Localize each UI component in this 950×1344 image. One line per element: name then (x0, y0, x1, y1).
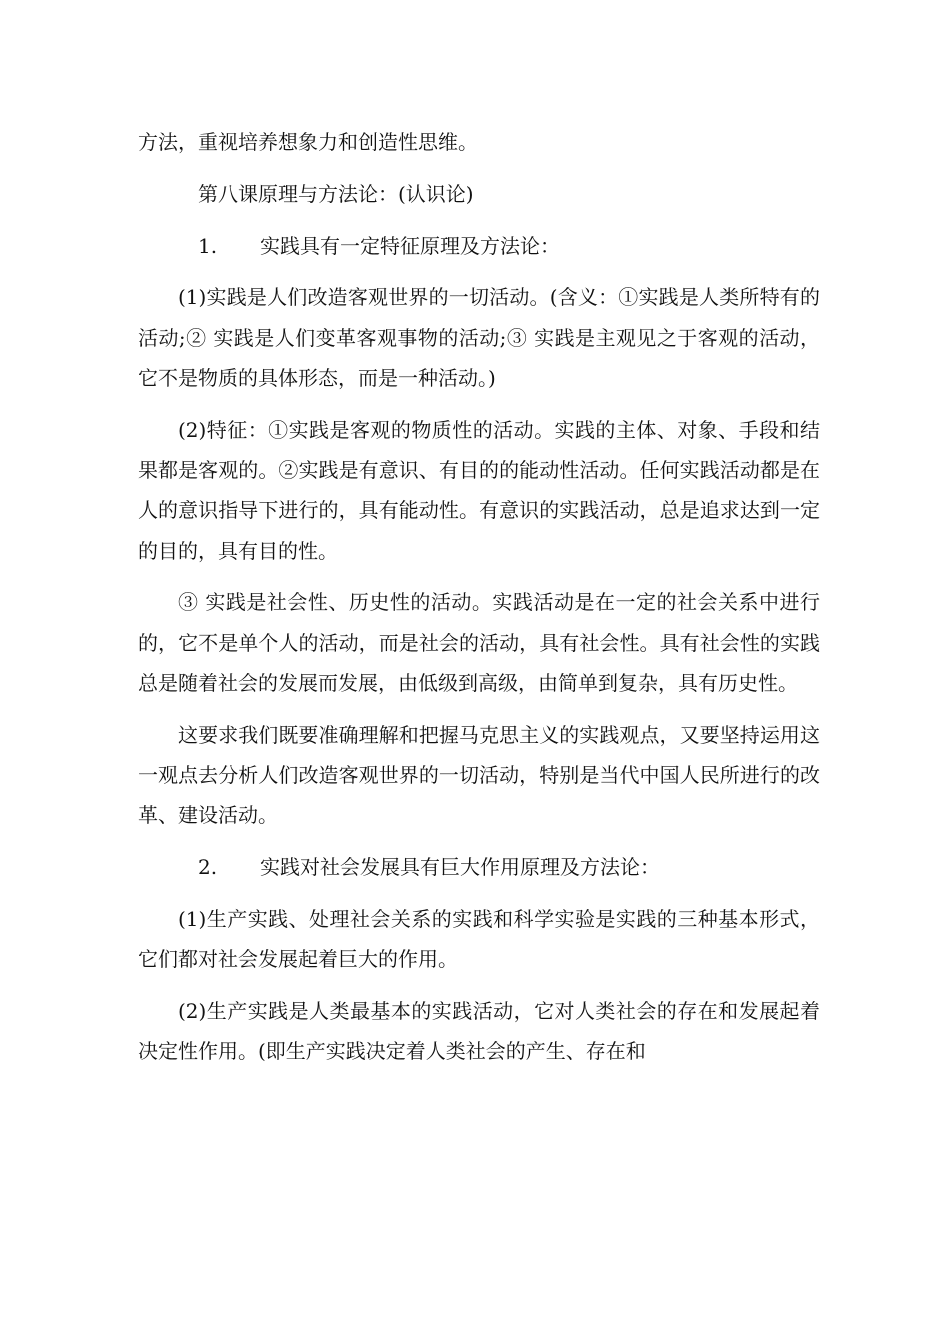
paragraph-methodology: 这要求我们既要准确理解和把握马克思主义的实践观点，又要坚持运用这一观点去分析人们改造客观世界的一切活动，特别是当代中国人民所进行的改革、建设活动。 (138, 722, 820, 828)
heading-text: 实践对社会发展具有巨大作用原理及方法论： (260, 855, 660, 880)
paragraph-practice-definition: (1)实践是人们改造客观世界的一切活动。(含义：①实践是人类所特有的活动;② 实践是人们变革客观事物的活动;③ 实践是主观见之于客观的活动，它不是物质的具体形态，而是一种活动。) (138, 285, 820, 390)
paragraph-social-historical: ③ 实践是社会性、历史性的活动。实践活动是在一定的社会关系中进行的，它不是单个人的活动，而是社会的活动，具有社会性。具有社会性的实践总是随着社会的发展而发展，由低级到高级，由简单到复杂，具有历史性。 (138, 590, 820, 696)
numbered-heading-1 (138, 226, 820, 266)
heading-text: 实践具有一定特征原理及方法论： (260, 233, 560, 258)
heading-number: 1. (198, 233, 218, 258)
document-page (138, 122, 820, 1083)
paragraph-production-practice: (2)生产实践是人类最基本的实践活动，它对人类社会的存在和发展起着决定性作用。(即生产实践决定着人类社会的产生、存在和 (138, 999, 820, 1064)
paragraph-continuation: 方法，重视培养想象力和创造性思维。 (138, 130, 478, 154)
heading-number: 2. (198, 855, 218, 880)
lesson-heading: 第八课原理与方法论：(认识论) (198, 181, 474, 206)
paragraph-basic-forms: (1)生产实践、处理社会关系的实践和科学实验是实践的三种基本形式，它们都对社会发展起着巨大的作用。 (138, 907, 820, 972)
paragraph-practice-features: (2)特征：①实践是客观的物质性的活动。实践的主体、对象、手段和结果都是客观的。②实践是有意识、有目的的能动性活动。任何实践活动都是在人的意识指导下进行的，具有能动性。有意识的实践活动，总是追求达到一定的目的，具有目的性。 (138, 417, 820, 563)
numbered-heading-2 (138, 847, 820, 887)
